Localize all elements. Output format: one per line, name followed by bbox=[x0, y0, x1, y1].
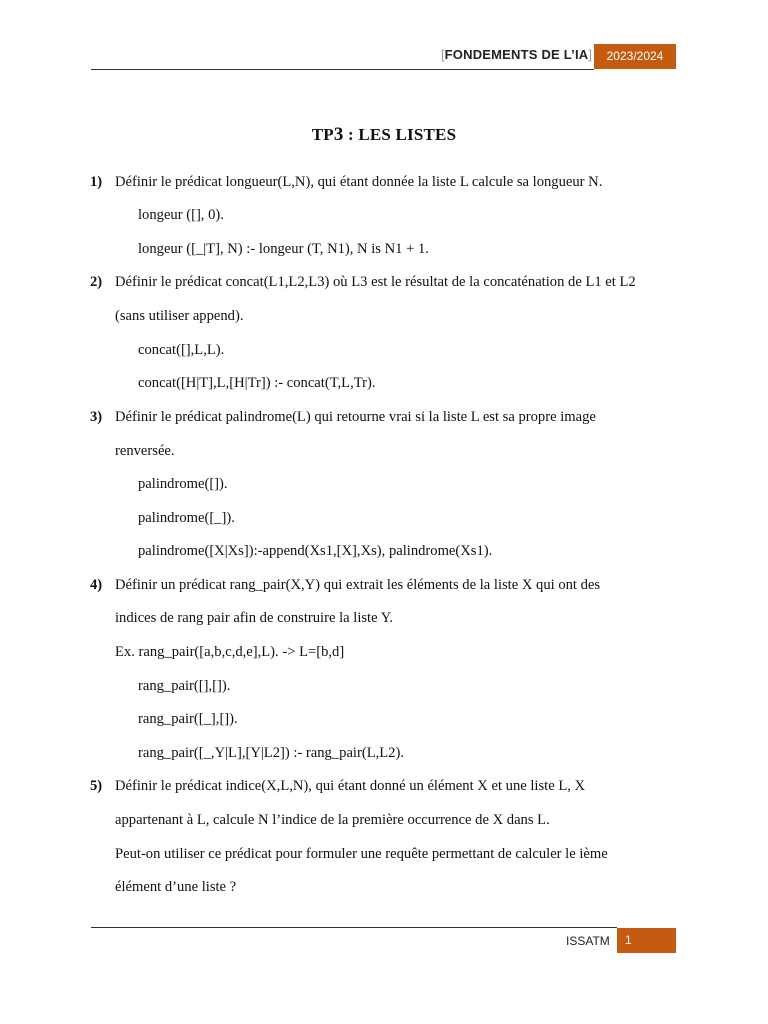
question-text: Définir un prédicat rang_pair(X,Y) qui extrait les éléments de la liste X qui ont des bbox=[115, 577, 601, 593]
code-line: rang_pair([_,Y|L],[Y|L2]) :- rang_pair(L,L2). bbox=[138, 745, 404, 761]
code-line: concat([],L,L). bbox=[138, 342, 225, 358]
code-line: palindrome([X|Xs]):-append(Xs1,[X],Xs), palindrome(Xs1). bbox=[138, 543, 493, 559]
code-line: palindrome([_]). bbox=[138, 510, 235, 526]
code-line: longeur ([], 0). bbox=[138, 207, 224, 223]
code-line: rang_pair([_],[]). bbox=[138, 711, 238, 727]
page-number: 1 bbox=[617, 928, 676, 953]
title-prefix: TP bbox=[311, 125, 334, 144]
header-course-name: FONDEMENTS DE L’IA bbox=[444, 47, 589, 62]
question-text: élément d’une liste ? bbox=[115, 879, 237, 895]
footer-organization: ISSATM bbox=[566, 934, 610, 948]
header-open-bracket: [ bbox=[441, 47, 445, 62]
code-line: concat([H|T],L,[H|Tr]) :- concat(T,L,Tr). bbox=[138, 375, 376, 391]
question-text: indices de rang pair afin de construire la liste Y. bbox=[115, 610, 393, 626]
question-text: (sans utiliser append). bbox=[115, 308, 244, 324]
question-text: Définir le prédicat palindrome(L) qui retourne vrai si la liste L est sa propre image bbox=[115, 409, 596, 425]
question-text: renversée. bbox=[115, 443, 175, 459]
question-number: 1) bbox=[90, 174, 103, 190]
example-line: Ex. rang_pair([a,b,c,d,e],L). -> L=[b,d] bbox=[115, 644, 345, 660]
code-line: palindrome([]). bbox=[138, 476, 228, 492]
question-text: Définir le prédicat indice(X,L,N), qui étant donné un élément X et une liste L, X bbox=[115, 778, 586, 794]
question-number: 4) bbox=[90, 577, 103, 593]
footer-divider bbox=[91, 927, 617, 928]
title-suffix: : LES LISTES bbox=[343, 125, 457, 144]
question-number: 5) bbox=[90, 778, 103, 794]
code-line: longeur ([_|T], N) :- longeur (T, N1), N is N1 + 1. bbox=[138, 241, 429, 257]
question-text: appartenant à L, calcule N l’indice de la première occurrence de X dans L. bbox=[115, 812, 550, 828]
question-number: 2) bbox=[90, 274, 103, 290]
code-line: rang_pair([],[]). bbox=[138, 678, 231, 694]
question-text: Peut-on utiliser ce prédicat pour formuler une requête permettant de calculer le ième bbox=[115, 846, 608, 862]
question-text: Définir le prédicat longueur(L,N), qui étant donnée la liste L calcule sa longueur N. bbox=[115, 174, 603, 190]
page-title bbox=[0, 124, 768, 146]
header-year-badge: 2023/2024 bbox=[594, 44, 676, 69]
question-number: 3) bbox=[90, 409, 103, 425]
header-close-bracket: ] bbox=[588, 47, 592, 62]
header-title bbox=[441, 47, 592, 62]
title-number: 3 bbox=[333, 124, 344, 145]
header-divider bbox=[91, 69, 594, 70]
question-text: Définir le prédicat concat(L1,L2,L3) où L3 est le résultat de la concaténation de L1 et L2 bbox=[115, 274, 636, 290]
